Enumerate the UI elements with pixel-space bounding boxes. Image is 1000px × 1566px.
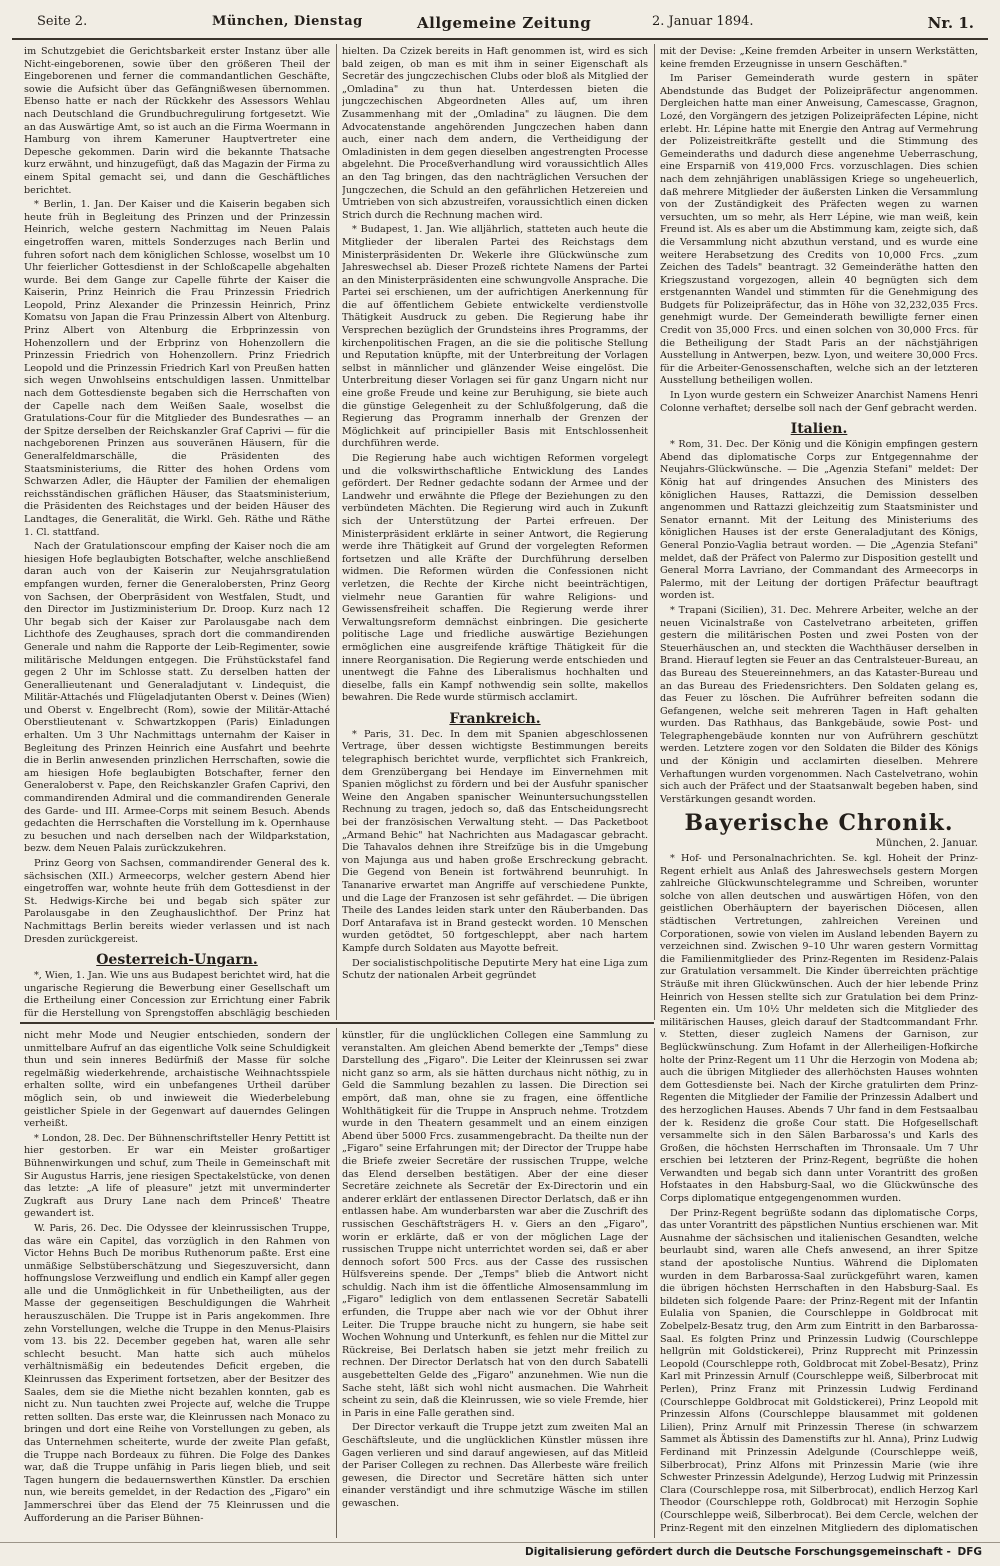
article-text: im Schutzgebiet die Gerichtsbarkeit erster Instanz über alle Nicht-eingeborenen, sowie über den größeren Theil der Eingeborenen und ferner die commandantlichen Geschäfte, sowie die Aufsicht über das Gefängnißwesen übernommen. Ebenso hatte er nach der Rückkehr des Assessors Wehlau nach Deutschland die Grundbuchregulirung fortgesetzt. Wie an das Auswärtige Amt, so ist auch an die Firma Woermann in Hamburg von ihrem Kameruner Hauptvertreter eine Depesche gekommen. Darin wird die bekannte Thatsache kurz erwähnt, und hinzugefügt, daß das Magazin der Firma zu einem Spital gemacht sei, und dann die Geschäftliches berichtet. bbox=[24, 46, 330, 196]
article-pariser-gemeinderath: Im Pariser Gemeinderath wurde gestern in später Abendstunde das Budget der Polizeipräfectur angenommen. Dergleichen hatte man einer Anweisung, Camescasse, Gragnon, Lozé, den Vorgängern des jetzigen Polizeipräfecten Lépine, nicht erlebt. Hr. Lépine hatte mit Energie den Antrag auf Vermehrung der Polizeistreitkräfte gestellt und die Stimmung des Gemeinderaths und dadurch diese angenehme Ueberraschung, eine Ersparniß von 419,000 Frcs. vorzuschlagen. Dies schien nach dem zehnjährigen unablässigen Kriege so ungeheuerlich, daß mehrere Mitglieder der äußersten Linken die Versammlung von der Zuständigkeit des Präfecten wegen zu warnen versuchten, um so mehr, als Herr Lépine, wie man weiß, kein Freund ist. Als es aber um die Abstimmung kam, zeigte sich, daß die Versammlung nicht abzuthun verstand, und es wurde eine weitere Herabsetzung des Credits von 10,000 Frcs. „zum Zeichen des Tadels" beantragt. 32 Gemeinderäthe hatten den Kriegszustand vorgezogen, allein 40 begnügten sich dem erstgenannten Wandel und stimmten für die Genehmigung des Budgets für Polizeipräfectur, das in Höhe von 32,232,035 Frcs. genehmigt wurde. Der Gemeinderath bewilligte ferner einen Credit von 35,000 Frcs. und einen solchen von 30,000 Frcs. für die Betheiligung der Stadt Paris an der nächstjährigen Ausstellung in Antwerpen, bezw. Lyon, und weitere 30,000 Frcs. für die Arbeiter-Genossenschaften, welche sich an der letzteren Ausstellung betheiligen wollen. bbox=[660, 73, 978, 387]
article-text: Der Prinz-Regent begrüßte sodann das diplomatische Corps, das unter Vorantritt des päpstlichen Nuntius erschienen war. Mit Ausnahme der sächsischen und italienischen Gesandten, welche beurlaubt sind, waren alle Chefs anwesend, an ihrer Spitze stand der apostolische Nuntius. Während die Diplomaten wurden in dem Barbarossa-Saal zurückgeführt waren, kamen die übrigen höchsten Herrschaften in den Habsburg-Saal. Es bildeten sich folgende Paare: der Prinz-Regent mit der Infantin Eulalia von Spanien, die Courschleppe in Goldbrocat mit Zobelpelz-Besatz trug, den Arm zum Eintritt in den Barbarossa-Saal. Es folgten Prinz und Prinzessin Ludwig (Courschleppe hellgrün mit Goldstickerei), Prinz Rupprecht mit Prinzessin Leopold (Courschleppe roth, Goldbrocat mit Zobel-Besatz), Prinz Karl mit Prinzessin Arnulf (Courschleppe weiß, Silberbrocat mit Perlen), Prinz Franz mit Prinzessin Ludwig Ferdinand (Courschleppe Goldbrocat mit Goldstickerei), Prinz Leopold mit Prinzessin Alfons (Courschleppe blausammet mit goldenen Lilien), Prinz Arnulf mit Prinzessin Therese (in schwarzem Sammet als Äbtissin des Damenstifts zur hl. Anna), Prinz Ludwig Ferdinand mit Prinzessin Adelgunde (Courschleppe weiß, Silberbrocat), Prinz Alfons mit Prinzessin Marie (wie ihre Schwester Prinzessin Adelgunde), Herzog Ludwig mit Prinzessin Clara (Courschleppe rosa, mit Silberbrocat), endlich Herzog Karl Theodor (Courschleppe roth, Goldbrocat) mit Herzogin Sophie (Courschleppe weiß, Silberbrocat). Bei dem Cercle, welchen der Prinz-Regent mit den einzelnen Mitgliedern des diplomatischen bbox=[660, 1207, 978, 1534]
newspaper-title: Allgemeine Zeitung bbox=[417, 14, 592, 32]
article-budapest: * Budapest, 1. Jan. Wie alljährlich, statteten auch heute die Mitglieder der liberalen Partei des Reichstags dem Ministerpräsidenten Dr. Wekerle ihre Glückwünsche zum Jahreswechsel ab. Dieser Prozeß richtete Namens der Partei an den Ministerpräsidenten eine schwungvolle Ansprache. Die Partei sei erschienen, um der aufrichtigen Anerkennung für die auf öffentlichem Gebiete entwickelte verdienstvolle Thätigkeit Ausdruck zu geben. Die Regierung habe ihr Versprechen bezüglich der Grundsteins ihres Programms, der kirchenpolitischen Fragen, an die sie die politische Stellung und Reputation knüpfte, mit der Unterbreitung der Vorlagen selbst in männlicher und glänzender Weise eingelöst. Die Unterbreitung dieser Vorlagen sei für ganz Ungarn nicht nur eine große Freude und keine zur Beruhigung, sie biete auch die günstige Gelegenheit zu der Schlußfolgerung, daß die Regierung das Programm innerhalb der Grenzen der Möglichkeit auf principieller Basis mit Entschlossenheit durchführen werde. bbox=[342, 224, 648, 450]
column-right bbox=[660, 46, 978, 1536]
article-text: Der Director verkauft die Truppe jetzt zum zweiten Mal an Geschäftsleute, und die unglücklichen Künstler müssen ihre Gagen verlieren und sind darauf angewiesen, auf das Mitleid der Pariser Collegen zu rechnen. Das Allerbeste wäre freilich gewesen, die Director und Secretäre hätten sich unter einander verständigt und ihre schmutzige Wäsche im stillen gewaschen. bbox=[342, 1422, 648, 1509]
article-berlin: * Berlin, 1. Jan. Der Kaiser und die Kaiserin begaben sich heute früh in Begleitung des Prinzen und der Prinzessin Heinrich, welche gestern Nachmittag im Neuen Palais eingetroffen waren, mittels Sonderzuges nach Berlin und fuhren sofort nach dem königlichen Schlosse, woselbst um 10 Uhr feierlicher Gottesdienst in der Schloßcapelle abgehalten wurde. Bei dem Gange zur Capelle führte der Kaiser die Kaiserin, Prinz Heinrich die Frau Prinzessin Friedrich Leopold, Prinz Alexander die Prinzessin Heinrich, Prinz Komatsu von Japan die Frau Prinzessin Albert von Altenburg. Prinz Albert von Altenburg die Erbprinzessin von Hohenzollern und der Erbprinz von Hohenzollern die Prinzessin Friedrich von Hohenzollern. Prinz Friedrich Leopold und die Prinzessin Friedrich Karl von Preußen hatten sich wegen Unwohlseins entschuldigen lassen. Unmittelbar nach dem Gottesdienste begaben sich die Herrschaften von der Capelle nach dem Weißen Saale, woselbst die Gratulations-Cour für die Mitglieder des Bundesrathes — an der Spitze derselben der Reichskanzler Graf Caprivi — für die nachgeborenen Prinzen aus souveränen Häusern, für die Generalfeldmarschälle, die Präsidenten des Staatsministeriums, die Ritter des hohen Ordens vom Schwarzen Adler, die Häupter der Familien der ehemaligen reichsständischen gräflichen Häuser, das Staatsministerium, die Präsidenten des Reichstages und der beiden Häuser des Landtages, die Generalität, die Wirkl. Geh. Räthe und Räthe 1. Cl. stattfand. bbox=[24, 199, 330, 538]
column-divider bbox=[654, 1028, 655, 1538]
digitization-credit bbox=[525, 1546, 982, 1558]
article-lyon: In Lyon wurde gestern ein Schweizer Anarchist Namens Henri Colonne verhaftet; derselbe soll nach der Genf gebracht werden. bbox=[660, 390, 978, 414]
section-heading-bavarian-chronicle: Bayerische Chronik. bbox=[684, 810, 954, 837]
column-divider bbox=[654, 44, 655, 1020]
dateline: München, 2. Januar. bbox=[875, 838, 978, 850]
article-text: Prinz Georg von Sachsen, commandirender General des k. sächsischen (XII.) Armeecorps, welcher gestern Abend hier eingetroffen war, wohnte heute früh dem Gottesdienst in der St. Hedwigs-Kirche bei und begab sich später zur Parolausgabe in den Zeughauslichthof. Der Prinz hat Nachmittags Berlin bereits wieder verlassen und ist nach Dresden zurückgereist. bbox=[24, 858, 330, 945]
column-bottom-left bbox=[24, 1030, 330, 1536]
page-header bbox=[12, 8, 988, 40]
issue-number: Nr. 1. bbox=[927, 14, 974, 32]
column-bottom-middle bbox=[342, 1030, 648, 1536]
section-heading-france: Frankreich. bbox=[449, 710, 541, 727]
article-paris-russian-troupe: W. Paris, 26. Dec. Die Odyssee der kleinrussischen Truppe, das wäre ein Capitel, das vorzüglich in den Rahmen von Victor Hehns Buch De moribus Ruthenorum paßte. Erst eine unmäßige Selbstüberschätzung und Siegeszuversicht, dann hoffnungslose Verzweiflung und endlich ein Kampf aller gegen alle und die Unmöglichkeit in für Unbetheiligten, aus der Masse der gegenseitigen Beschuldigungen die Wahrheit herauszuschälen. Die Truppe ist in Paris angekommen. Ihre zehn Vorstellungen, welche die Truppe in den Menus-Plaisirs vom 13. bis 22. December gegeben hat, waren alle sehr schlecht besucht. Man hatte sich auch mühelos verhältnismäßig ein bedeutendes Deficit ergeben, die Kleinrussen das Experiment fortsetzen, aber der Besitzer des Saales, dem sie die Miethe nicht bezahlen konnten, gab es nicht zu. Nun tauchten zwei Projecte auf, welche die Truppe retten sollten. Das erste war, die Kleinrussen nach Monaco zu bringen und dort eine Reihe von Vorstellungen zu geben, als das Unternehmen scheiterte, wurde der zweite Plan gefaßt, die Truppe nach Bordeaux zu führen. Die Folge des Dankes war, daß die Truppe unfähig in Paris liegen blieb, und seit Tagen hungern die bedauernswerthen Künstler. Da erschien nun, wie bereits gemeldet, in der Redaction des „Figaro" ein Jammerschrei über das Elend der 75 Kleinrussen und die Aufforderung an die Pariser Bühnen- bbox=[24, 1222, 330, 1524]
article-text: hielten. Da Czizek bereits in Haft genommen ist, wird es sich bald zeigen, ob man es mit ihm in seiner Eigenschaft als Secretär des jungczechischen Clubs oder bloß als Mitglied der „Omladina" zu thun hat. Unterdessen bieten die jungczechischen Abgeordneten Alles auf, um ihren Zusammenhang mit der „Omladina" zu läugnen. Die dem Advocatenstande angehörenden Jungczechen haben dann auch, einer nach dem andern, die Vertheidigung der Omladinisten in dem gegen dieselben angestrengten Processe abgelehnt. Die Proceßverhandlung wird voraussichtlich Alles an den Tag bringen, das den nachträglichen Versuchen der Jungczechen, die Schuld an den gefährlichen Hetzereien und Umtrieben von sich abzustreifen, voraussichtlich einen dicken Strich durch die Rechnung machen wird. bbox=[342, 46, 648, 221]
city-day: München, Dienstag bbox=[212, 14, 363, 29]
column-top-left bbox=[24, 46, 330, 1018]
article-text: mit der Devise: „Keine fremden Arbeiter in unsern Werkstätten, keine fremden Erzeugnisse in unsern Geschäften." bbox=[660, 46, 978, 70]
issue-date: 2. Januar 1894. bbox=[652, 14, 754, 29]
article-london: * London, 28. Dec. Der Bühnenschriftsteller Henry Pettitt ist hier gestorben. Er war ein Meister großartiger Bühnenwirkungen und schuf, zum Theile in Gemeinschaft mit Sir Augustus Harris, jene riesigen Spectakelstücke, von denen das letzte: „A life of pleasure" jetzt mit unverminderter Zugkraft aus Drury Lane nach dem Princeß' Theatre gewandert ist. bbox=[24, 1132, 330, 1220]
article-trapani: * Trapani (Sicilien), 31. Dec. Mehrere Arbeiter, welche an der neuen Vicinalstraße von Castelvetrano arbeiteten, griffen gestern die militärischen Posten und zwei Posten von der Steuerhäuschen an, und steckten die Wachthäuser derselben in Brand. Hierauf legten sie Feuer an das Centralsteuer-Bureau, an das Bureau des Steuereinnehmers, an das Kataster-Bureau und an das Bureau des Friedensrichters. Den Soldaten gelang es, das Feuer zu löschen. Die Aufrührer befreiten sodann die Gefangenen, welche seit mehreren Tagen in Haft gehalten wurden. Das Rathhaus, das Bankgebäude, sowie Post- und Telegraphengebäude konnten nur von Aufrührern geschützt werden. Letztere zogen vor den Soldaten die Bilder des Königs und der Königin und acclamirten dieselben. Mehrere Verhaftungen wurden vorgenommen. Nach Castelvetrano, wohin sich auch der Präfect und der Staatsanwalt begeben haben, sind Verstärkungen gesandt worden. bbox=[660, 604, 978, 805]
article-text: Nach der Gratulationscour empfing der Kaiser noch die am hiesigen Hofe beglaubigten Botschafter, welche anschließend daran auch von der Kaiserin zur Neujahrsgratulation empfangen wurden, ferner die Generalobersten, Prinz Georg von Sachsen, der Oberpräsident von Westfalen, Studt, und den Director im Justizministerium Dr. Droop. Kurz nach 12 Uhr begab sich der Kaiser zur Parolausgabe nach dem Lichthofe des Zeughauses, sprach dort die commandirenden Generale und nahm die Rapporte der Leib-Regimenter, sowie militärische Meldungen entgegen. Die Frühstückstafel fand gegen 2 Uhr im Schlosse statt. Zu derselben hatten der Generallieutenant und Generaladjutant v. Lindequist, die Militär-Attachés und Flügeladjutanten Oberst v. Deines (Wien) und Oberst v. Engelbrecht (Rom), sowie der Militär-Attaché Oberstlieutenant v. Schwartzkoppen (Paris) Einladungen erhalten. Um 3 Uhr Nachmittags unternahm der Kaiser in Begleitung des Prinzen Heinrich eine Ausfahrt und beehrte die in Berlin anwesenden prinzlichen Herrschaften, sowie die am hiesigen Hofe beglaubigten Botschafter, ferner den Generaloberst v. Pape, den Reichskanzler Grafen Caprivi, den commandirenden Admiral und die commandirenden Generale des Garde- und III. Armee-Corps mit seinem Besuch. Abends gedachten die Herrschaften die Vorstellung im k. Opernhause zu besuchen und nach derselben nach der Wildparkstation, bezw. dem Neuen Palais zurückzukehren. bbox=[24, 541, 330, 855]
credit-text: Digitalisierung gefördert durch die Deutsche Forschungsgemeinschaft - bbox=[525, 1546, 951, 1558]
article-text: Der socialistischpolitische Deputirte Mery hat eine Liga zum Schutz der nationalen Arbeit gegründet bbox=[342, 957, 648, 982]
column-divider bbox=[336, 44, 337, 1020]
column-divider bbox=[336, 1028, 337, 1538]
column-top-middle bbox=[342, 46, 648, 1018]
article-text: nicht mehr Mode und Neugier entschieden, sondern der unmittelbare Aufruf an das eigentliche Volk seine Schuldigkeit thun und sein inneres Bedürfniß der Masse für solche regelmäßig wiederkehrende, archaistische Weihnachtsspiele erhalten sollte, wird ein unbefangenes Urtheil darüber möglich sein, ob und inwieweit die Wiederbelebung geistlicher Spiele in der Gegenwart auf dauerndes Gelingen verheißt. bbox=[24, 1030, 330, 1130]
article-court-news: * Hof- und Personalnachrichten. Se. kgl. Hoheit der Prinz-Regent erhielt aus Anlaß des Jahreswechsels gestern Morgen zahlreiche Glückwunschtelegramme und Schreiben, worunter solche von allen deutschen und auswärtigen Höfen, von den geistlichen Oberhäuptern der bayerischen Diöcesen, allen städtischen Vertretungen, zahlreichen Vereinen und Corporationen, sowie von vielen im Ausland lebenden Bayern zu verzeichnen sind. Zwischen 9–10 Uhr waren gestern Vormittag die Familienmitglieder des Prinz-Regenten im Residenz-Palais zur Gratulation versammelt. Die Kinder überreichten prächtige Sträuße mit ihren Glückwünschen. Auch der hier lebende Prinz Heinrich von Hessen stellte sich zur Gratulation bei dem Prinz-Regenten ein. Um 10½ Uhr meldeten sich die Mitglieder des militärischen Hauses, gleich darauf der Stadtcommandant Frhr. v. Stetten, dieser zugleich Namens der Garnison, zur Beglückwünschung. Zum Hofamt in der Allerheiligen-Hofkirche holte der Prinz-Regent um 11 Uhr die Herzogin von Modena ab; auch die übrigen Mitglieder des allerhöchsten Hauses wohnten dem Gottesdienste bei. Nach der Kirche gratulirten dem Prinz-Regenten die Mitglieder der Familie der Prinzessin Adalbert und des herzoglichen Hauses. Abends 7 Uhr fand in dem Festsaalbau der k. Residenz die große Cour statt. Die Hofgesellschaft versammelte sich in den Sälen Barbarossa's und Karls des Großen, die höchsten Herrschaften im Thronsaale. Um 7 Uhr erschien bei letzteren der Prinz-Regent, begrüßte die hohen Verwandten und begab sich dann unter Vorantritt des großen Hofstaates in den Habsburg-Saal, wo die Glückwünsche des Corps diplomatique entgegengenommen wurden. bbox=[660, 853, 978, 1205]
dfg-logo-text: DFG bbox=[957, 1546, 982, 1558]
page-number: Seite 2. bbox=[37, 14, 88, 29]
section-heading-austria: Oesterreich-Ungarn. bbox=[96, 952, 258, 969]
article-text: künstler, für die unglücklichen Collegen eine Sammlung zu veranstalten. Am gleichen Abend bemerkte der „Temps" diese Darstellung des „Figaro". Die Leiter der Kleinrussen sei zwar nicht ganz so arm, als sie hätten durchaus nicht nöthig, zu in Geld die Sammlung bezahlen zu lassen. Die Direction sei empört, daß man, ohne sie zu fragen, eine öffentliche Wohlthätigkeit für die Truppe in Anspruch nehme. Trotzdem wurde in den Theatern gesammelt und an einem einzigen Abend über 5000 Frcs. zusammengebracht. Da theilte nun der „Figaro" seine Erfahrungen mit; der Director der Truppe habe die Briefe zweier Secretäre der russischen Truppe, welche das Elend derselben bestätigen. Aber der eine dieser Secretäre zeichnete als Secretär der Ex-Directorin und ein anderer erklärt der entlassenen Director Derlatsch, daß er ihn entlassen habe. Am wunderbarsten war aber die Zuschrift des russischen Geschäftsträgers H. v. Giers an den „Figaro", worin er erklärte, daß er von der möglichen Lage der russischen Truppe nicht unterrichtet worden sei, daß er aber dennoch sofort 500 Frcs. aus der Casse des russischen Hülfsvereins spende. Der „Temps" blieb die Antwort nicht schuldig. Nach ihm ist die öffentliche Almosensammlung im „Figaro" lediglich von dem entlassenen Secretär Sabatelli erfunden, die Truppe aber nach wie vor der Obhut ihrer Leiter. Die Truppe brauche nicht zu hungern, sie habe seit Wochen Wohnung und Unterkunft, es fehlen nur die Mittel zur Rückreise, Bei Derlatsch haben sie jetzt mehr freilich zu rechnen. Der Director Derlatsch hat von den durch Sabatelli ausgebettelten Gelde des „Figaro" anzunehmen. Wie nun die Sache steht, läßt sich wohl nicht ausmachen. Die Wahrheit scheint zu sein, daß die Kleinrussen, wie so viele Fremde, hier in Paris in eine Falle gerathen sind. bbox=[342, 1030, 648, 1419]
section-heading-italy: Italien. bbox=[790, 421, 848, 438]
article-paris: * Paris, 31. Dec. In dem mit Spanien abgeschlossenen Vertrage, über dessen wichtigste Bestimmungen bereits telegraphisch berichtet wurde, verpflichtet sich Frankreich, dem Grenzübergang bei Hendaye im Einvernehmen mit Spanien möglichst zu fördern und bei der Ausfuhr spanischer Weine den Angaben spanischer Weinuntersuchungsstellen Rechnung zu tragen, jedoch so, daß das Entscheidungsrecht bei der französischen Verwaltung steht. — Das Packetboot „Armand Behic" hat Nachrichten aus Madagascar gebracht. Die Tahavalos dehnen ihre Streifzüge bis in die Umgebung von Majunga aus und haben große Erschreckung gebracht. Die Gegend von Benein ist fortwährend beunruhigt. In Tananarive erwartet man Angriffe auf verschiedene Punkte, und die Lage der Franzosen ist sehr gefährdet. — Die übrigen Theile des Landes leiden stark unter den Räuberbanden. Das Dorf Antarafava ist in Brand gesteckt worden. 10 Menschen wurden getödtet, 50 fortgeschleppt, aber nach hartem Kampfe durch Soldaten aus Mayotte befreit. bbox=[342, 728, 648, 954]
article-vienna: *, Wien, 1. Jan. Wie uns aus Budapest berichtet wird, hat die ungarische Regierung die Bewerbung einer Gesellschaft um die Ertheilung einer Concession zur Errichtung einer Fabrik für die Herstellung von Sprengstoffen abschlägig beschieden bbox=[24, 970, 330, 1018]
feuilleton-separator bbox=[20, 1022, 654, 1024]
footer-divider bbox=[0, 1542, 1000, 1543]
article-rom: * Rom, 31. Dec. Der König und die Königin empfingen gestern Abend das diplomatische Corps zur Entgegennahme der Neujahrs-Glückwünsche. — Die „Agenzia Stefani" meldet: Der König hat auf dringendes Ansuchen des Ministers des königlichen Hauses, Rattazzi, die Demission desselben angenommen und Rattazzi gleichzeitig zum Staatsminister und Senator ernannt. Mit der Leitung des Ministeriums des königlichen Hauses ist der erste Generaladjutant des Königs, General Ponzio-Vaglia betraut worden. — Die „Agenzia Stefani" meldet, daß der Präfect von Palermo zur Disposition gestellt und General Morra Lavriano, der Commandant des Armeecorps in Palermo, mit der Leitung der dortigen Präfectur beauftragt worden ist. bbox=[660, 439, 978, 602]
article-text: Die Regierung habe auch wichtigen Reformen vorgelegt und die volkswirthschaftliche Entwicklung des Landes gefördert. Der Redner gedachte sodann der Armee und der Landwehr und erwähnte die Pflege der Beziehungen zu den verbündeten Mächten. Die Regierung wird auch in Zukunft sich der Unterstützung der Partei erfreuen. Der Ministerpräsident erklärte in seiner Antwort, die Regierung werde ihre Thätigkeit auf Grund der vorgelegten Reformen fortsetzen und alle Kräfte der Durchführung derselben widmen. Die Reformen würden die Confessionen nicht verletzen, die Rechte der Kirche nicht beeinträchtigen, vielmehr neue Garantien für wahre Religions- und Gewissensfreiheit schaffen. Die Regierung werde ihrer Verwaltungsreform demnächst einbringen. Die gesicherte politische Lage und friedliche auswärtige Beziehungen ermöglichen eine ausgreifende kräftige Thätigkeit für die innere Reorganisation. Die Regierung werde entschieden und unentwegt die Fahne des Liberalismus hochhalten und dieselbe, falls ein Kampf nothwendig sein sollte, makellos bewahren. Die Rede wurde stürmisch acclamirt. bbox=[342, 453, 648, 704]
